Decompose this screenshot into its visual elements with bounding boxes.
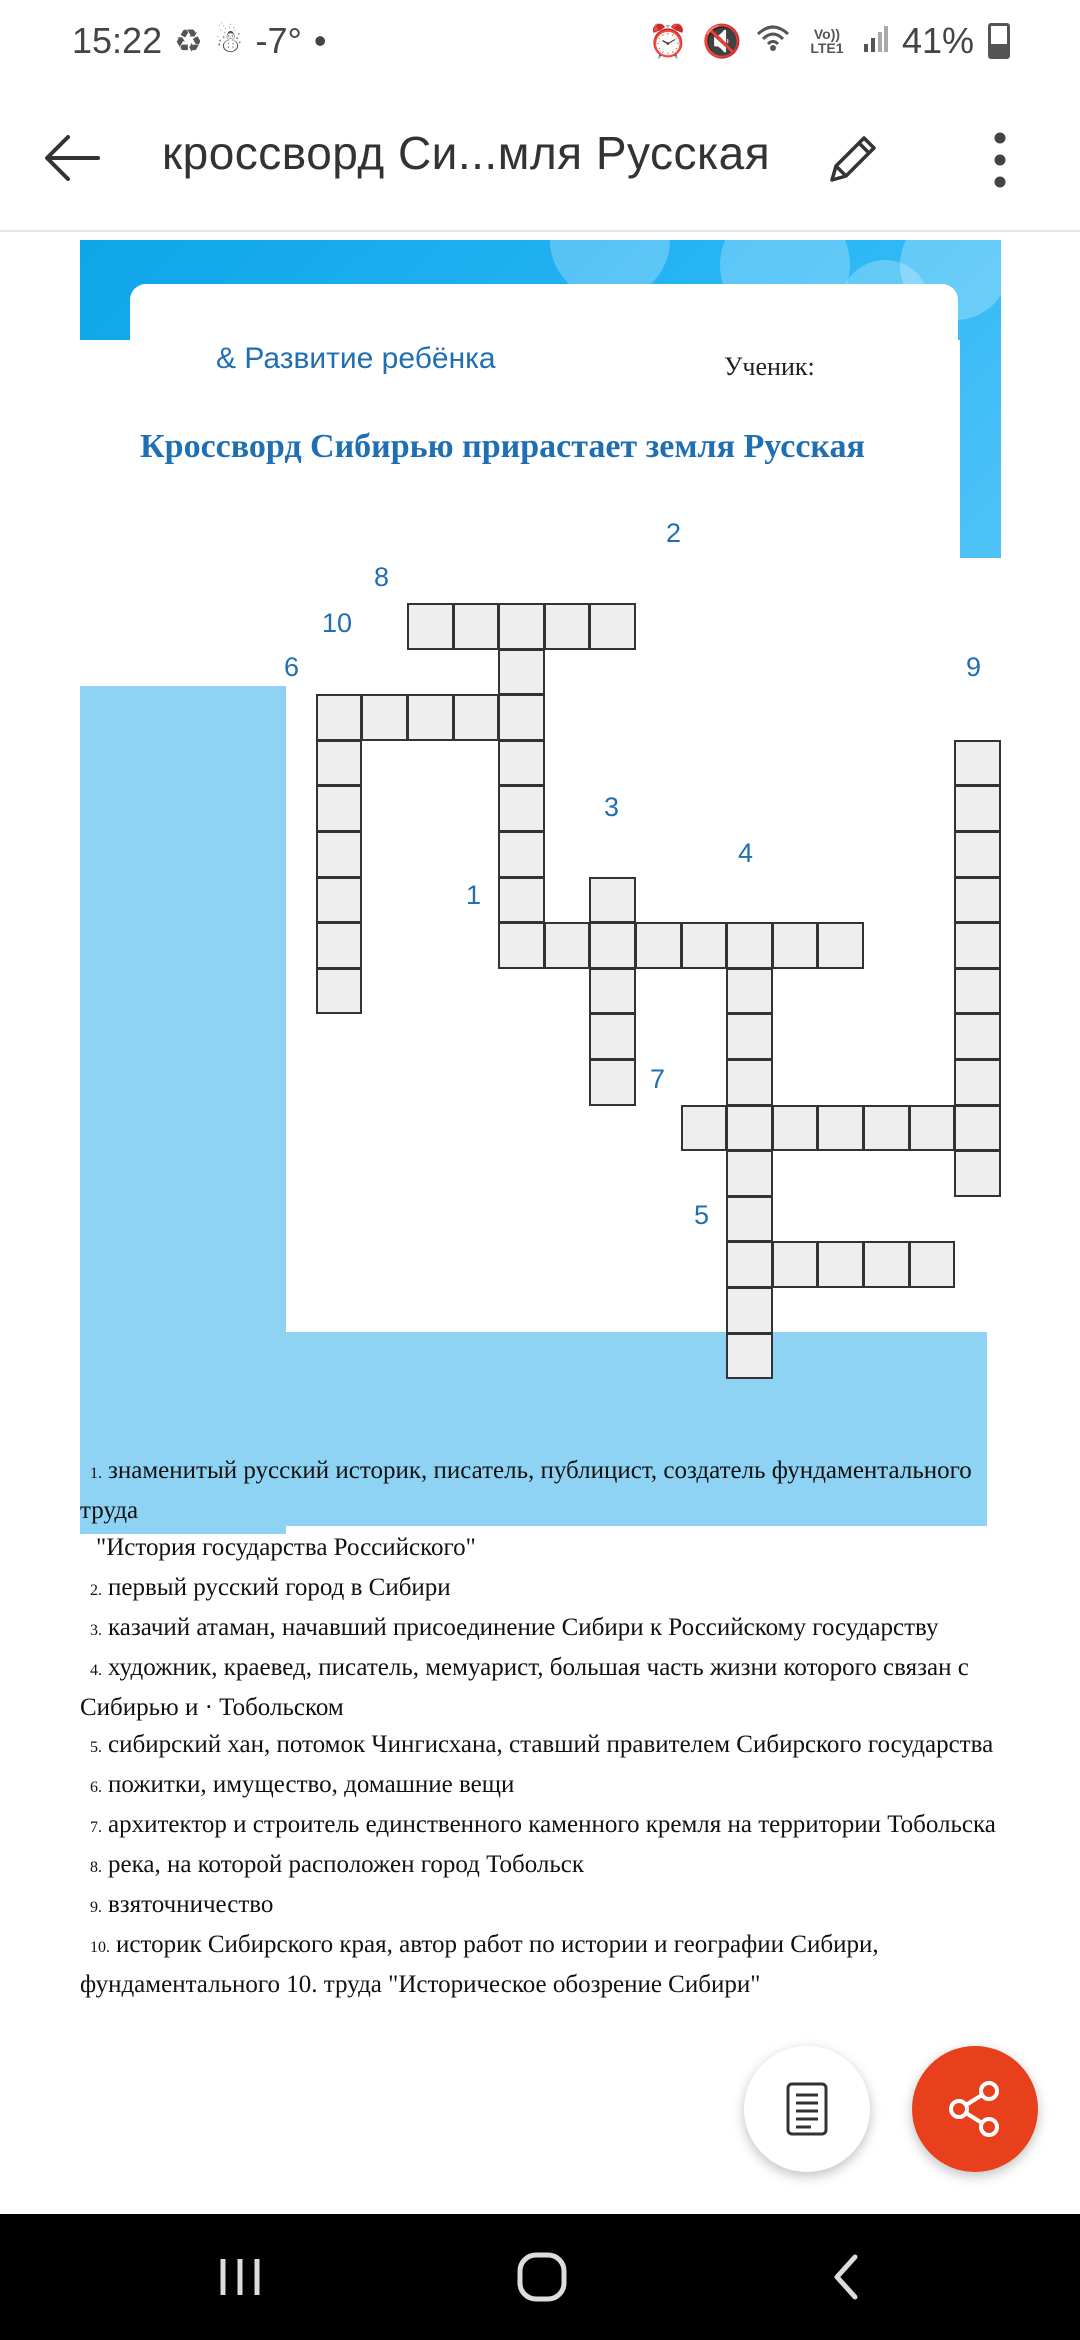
- clue-item: 9. взяточничество: [90, 1891, 274, 1918]
- clue-number-6: 6: [284, 652, 300, 682]
- crossword-cell: [726, 1287, 773, 1334]
- crossword-cell: [316, 740, 363, 787]
- back-icon: [831, 2253, 861, 2301]
- crossword-cell: [954, 922, 1001, 969]
- crossword-cell: [954, 968, 1001, 1015]
- crossword-cell: [726, 1333, 773, 1380]
- mute-icon: 🔇: [702, 23, 742, 59]
- home-button[interactable]: [502, 2244, 582, 2310]
- crossword-cell: [954, 1013, 1001, 1060]
- crossword-cell: [316, 922, 363, 969]
- document-icon: [785, 2081, 829, 2137]
- crossword-cell: [316, 877, 363, 924]
- clue-number-2: 2: [666, 518, 682, 548]
- crossword-cell: [407, 603, 454, 650]
- crossword-title: Кроссворд Сибирью прирастает земля Русская: [140, 428, 865, 465]
- clue-number-3: 3: [604, 792, 620, 822]
- crossword-cell: [498, 785, 545, 832]
- crossword-cell: [681, 1105, 728, 1152]
- crossword-cell: [589, 877, 636, 924]
- status-dot: •: [313, 20, 327, 61]
- clue-item: 7. архитектор и строитель единственного каменного кремля на территории Тобольска: [90, 1811, 996, 1838]
- sync-icon: ♻: [174, 23, 203, 59]
- crossword-cell: [954, 831, 1001, 878]
- crossword-cell: [726, 1105, 773, 1152]
- crossword-cell: [589, 922, 636, 969]
- clue-item: 8. река, на которой расположен город Тобольск: [90, 1851, 585, 1878]
- clue-number-5: 5: [694, 1200, 710, 1230]
- clue-number-9: 9: [966, 652, 982, 682]
- share-button[interactable]: [912, 2046, 1038, 2172]
- crossword-cell: [954, 740, 1001, 787]
- crossword-cell: [726, 1150, 773, 1197]
- crossword-cell: [817, 1241, 864, 1288]
- clue-item: 1. знаменитый русский историк, писатель, публицист, создатель фундаментального труда: [80, 1457, 972, 1524]
- crossword-cell: [726, 1241, 773, 1288]
- crossword-cell: [726, 1059, 773, 1106]
- clue-number-7: 7: [650, 1064, 666, 1094]
- crossword-cell: [772, 1105, 819, 1152]
- crossword-cell: [316, 831, 363, 878]
- more-vert-icon: [990, 130, 1010, 190]
- signal-icon: [864, 23, 888, 60]
- crossword-cell: [726, 922, 773, 969]
- clue-item: 6. пожитки, имущество, домашние вещи: [90, 1771, 515, 1798]
- crossword-cell: [589, 1059, 636, 1106]
- status-temperature: -7°: [255, 20, 302, 61]
- crossword-cell: [954, 1105, 1001, 1152]
- reading-mode-button[interactable]: [744, 2046, 870, 2172]
- crossword-cell: [954, 785, 1001, 832]
- crossword-cell: [681, 922, 728, 969]
- recents-button[interactable]: [200, 2244, 280, 2310]
- crossword-cell: [361, 694, 408, 741]
- crossword-cell: [498, 922, 545, 969]
- crossword-cell: [635, 922, 682, 969]
- recents-icon: [217, 2255, 263, 2299]
- crossword-cell: [589, 603, 636, 650]
- share-icon: [945, 2079, 1005, 2139]
- crossword-cell: [498, 694, 545, 741]
- crossword-cell: [544, 922, 591, 969]
- crossword-cell: [407, 694, 454, 741]
- clue-list: [80, 1452, 1000, 2003]
- crossword-cell: [954, 1059, 1001, 1106]
- crossword-cell: [772, 1241, 819, 1288]
- alarm-icon: ⏰: [648, 23, 689, 59]
- person-icon: ☃: [214, 23, 244, 59]
- clue-item: 4. художник, краевед, писатель, мемуарист, большая часть жизни которого связан с Сибирью и · Тобольском: [80, 1654, 969, 1721]
- crossword-cell: [453, 603, 500, 650]
- crossword-cell: [954, 1150, 1001, 1197]
- brand-logo-text: & Развитие ребёнка: [216, 342, 496, 375]
- clue-item: "История государства Российского": [96, 1534, 476, 1561]
- back-arrow-icon: [42, 133, 102, 183]
- back-button[interactable]: [36, 122, 108, 194]
- clue-number-10: 10: [322, 608, 353, 638]
- wifi-icon: [756, 23, 790, 60]
- system-nav-bar: [0, 2214, 1080, 2340]
- nav-back-button[interactable]: [806, 2244, 886, 2310]
- app-title: кроссворд Си...мля Русская: [162, 127, 771, 179]
- crossword-cell: [498, 603, 545, 650]
- crossword-cell: [453, 694, 500, 741]
- edit-button[interactable]: [816, 124, 888, 196]
- clue-item: 3. казачий атаман, начавший присоединение Сибири к Российскому государству: [90, 1614, 939, 1641]
- status-right: [648, 20, 1010, 62]
- crossword-cell: [726, 1013, 773, 1060]
- crossword-cell: [909, 1241, 956, 1288]
- clue-number-1: 1: [466, 880, 482, 910]
- clue-item: 2. первый русский город в Сибири: [90, 1574, 451, 1601]
- app-bar: [0, 86, 1080, 232]
- status-left: [72, 20, 326, 62]
- status-time: 15:22: [72, 20, 163, 61]
- student-label: Ученик:: [724, 352, 815, 381]
- crossword-cell: [772, 922, 819, 969]
- crossword-cell: [316, 694, 363, 741]
- crossword-cell: [316, 968, 363, 1015]
- crossword-cell: [909, 1105, 956, 1152]
- crossword-cell: [589, 1013, 636, 1060]
- crossword-cell: [863, 1241, 910, 1288]
- crossword-cell: [316, 785, 363, 832]
- crossword-cell: [498, 877, 545, 924]
- status-bar: [0, 0, 1080, 86]
- crossword-cell: [498, 831, 545, 878]
- crossword-cell: [726, 968, 773, 1015]
- crossword-cell: [863, 1105, 910, 1152]
- crossword-cell: [544, 603, 591, 650]
- battery-icon: [988, 23, 1010, 59]
- clue-item: 10. историк Сибирского края, автор работ по истории и географии Сибири, фундаментального 10. труда "Историческое обозрение Сибири": [80, 1931, 879, 1998]
- crossword-cell: [954, 877, 1001, 924]
- crossword-cell: [498, 740, 545, 787]
- crossword-cell: [589, 968, 636, 1015]
- crossword-cell: [498, 649, 545, 696]
- clue-number-8: 8: [374, 562, 390, 592]
- clue-item: 5. сибирский хан, потомок Чингисхана, ставший правителем Сибирского государства: [90, 1731, 994, 1758]
- clue-number-4: 4: [738, 838, 754, 868]
- home-icon: [516, 2251, 568, 2303]
- battery-percent: 41%: [901, 20, 974, 61]
- network-label: Vo)) LTE1: [810, 26, 844, 56]
- document-viewer[interactable]: [0, 232, 1080, 2212]
- crossword-cell: [726, 1196, 773, 1243]
- more-options-button[interactable]: [964, 124, 1036, 196]
- crossword-cell: [817, 922, 864, 969]
- crossword-cell: [817, 1105, 864, 1152]
- pencil-icon: [822, 130, 882, 190]
